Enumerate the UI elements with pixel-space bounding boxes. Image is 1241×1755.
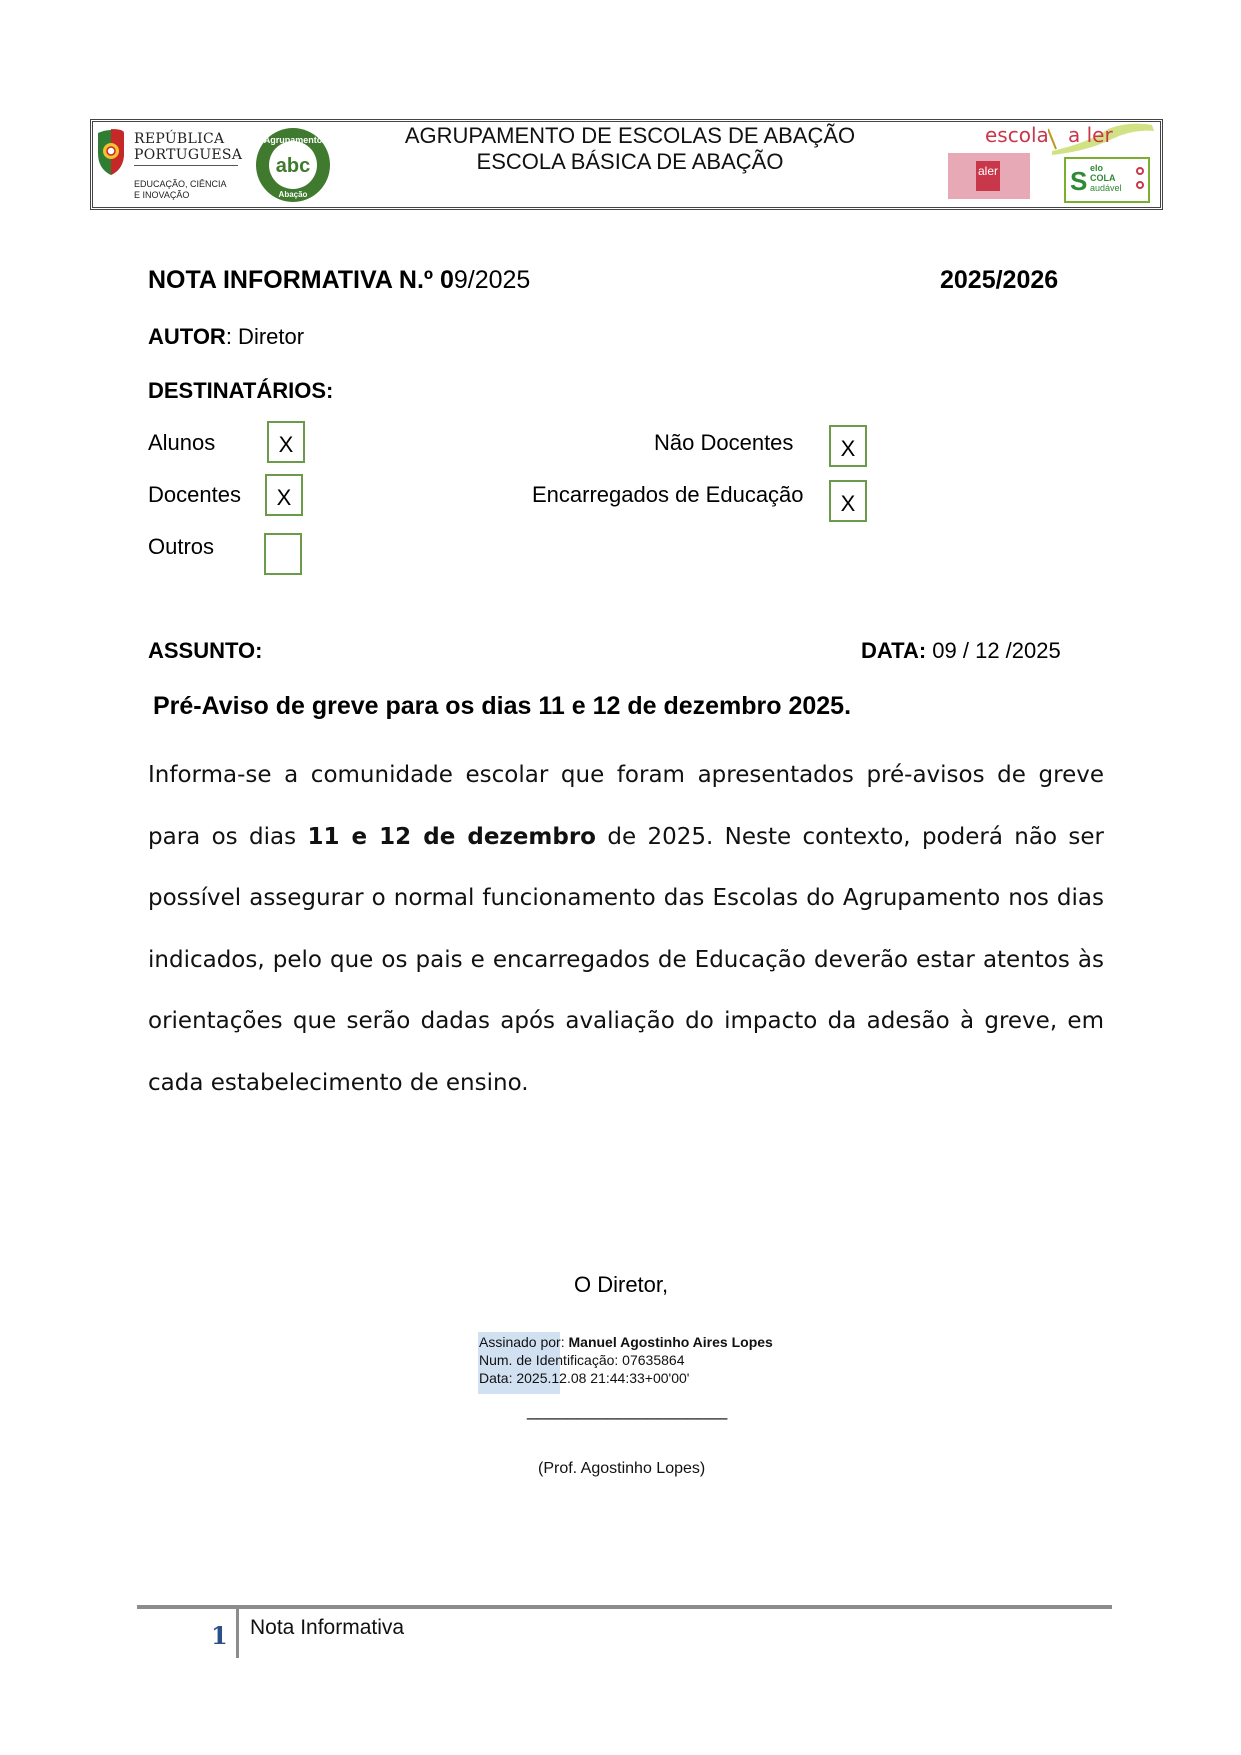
selo-s-letter: S (1070, 166, 1088, 196)
nota-title (148, 266, 530, 295)
selo-dot-icon (1136, 167, 1144, 175)
recipient-label-alunos: Alunos (148, 430, 216, 455)
director-name: (Prof. Agostinho Lopes) (538, 1460, 706, 1477)
recipient-label-outros: Outros (148, 534, 215, 559)
escola-a-ler-word2: a ler (1068, 123, 1113, 147)
assunto-label: ASSUNTO: (148, 638, 263, 663)
date-label: DATA: (861, 638, 927, 663)
body-text-part1: Informa-se a comunidade escolar que foram apresentados pré-avisos de greve para os dias (148, 762, 1104, 850)
signed-by-line (479, 1333, 773, 1351)
subject-heading: Pré-Aviso de greve para os dias 11 e 12 de dezembro 2025. (153, 692, 852, 720)
republica-line2: PORTUGUESA (134, 147, 243, 163)
recipient-label-nao-docentes: Não Docentes (654, 430, 794, 455)
agrupamento-logo-top-text: Agrupamento (263, 135, 323, 145)
escola-a-ler-word1: escola (985, 123, 1049, 147)
agrupamento-logo-center: abc (275, 155, 311, 177)
selo-line2: COLA (1090, 173, 1116, 183)
nota-title-bold: NOTA INFORMATIVA N.º 0 (148, 266, 454, 294)
footer-label: Nota Informativa (250, 1616, 405, 1639)
selo-escola-saudavel-badge (1064, 157, 1150, 203)
date-value: 09 / 12 /2025 (926, 638, 1061, 663)
signed-by-name: Manuel Agostinho Aires Lopes (568, 1334, 773, 1350)
nota-title-number: 9/2025 (453, 266, 531, 294)
school-group-title: AGRUPAMENTO DE ESCOLAS DE ABAÇÃO (404, 123, 856, 148)
signature-date: Data: 2025.12.08 21:44:33+00'00' (479, 1370, 690, 1386)
recipient-label-encarregados: Encarregados de Educação (532, 482, 804, 507)
recipient-checkbox-alunos[interactable]: X (267, 421, 305, 463)
page-number: 1 (211, 1621, 228, 1650)
body-text-part2: de 2025. Neste contexto, poderá não ser possível assegurar o normal funcionamento das Escolas do Agrupamento nos dias indicados, pelo que os pais e encarregados de Educação deverão estar atentos às orientações que serão dadas após avaliação do impacto da adesão à greve, em cada estabelecimento de ensino. (148, 823, 1104, 1096)
body-paragraph (148, 745, 1104, 1114)
autor-line (148, 324, 304, 350)
date-line (861, 638, 1061, 664)
aler-badge-text: aler (976, 161, 1000, 191)
selo-line3: audável (1090, 183, 1122, 193)
footer-rule (137, 1605, 1112, 1609)
escola-a-ler-logo (948, 121, 1158, 207)
signature-line: ____________________ (527, 1400, 728, 1420)
signature-closing: O Diretor, (574, 1272, 669, 1297)
signature-id: Num. de Identificação: 07635864 (479, 1352, 685, 1368)
agrupamento-logo-bottom-text: Abação (278, 190, 308, 199)
selo-dot-icon (1136, 181, 1144, 189)
portugal-shield-icon (96, 129, 126, 177)
recipient-checkbox-nao-docentes[interactable]: X (829, 425, 867, 467)
autor-value: : Diretor (225, 324, 305, 349)
recipient-checkbox-docentes[interactable]: X (265, 474, 303, 516)
agrupamento-abacao-logo (255, 127, 331, 203)
recipient-label-docentes: Docentes (148, 482, 241, 507)
body-text-dates: 11 e 12 de dezembro (307, 823, 596, 850)
autor-label: AUTOR (148, 324, 226, 349)
school-title: ESCOLA BÁSICA DE ABAÇÃO (476, 149, 784, 174)
recipient-checkbox-outros[interactable] (264, 533, 302, 575)
republica-divider (134, 165, 238, 166)
republica-portuguesa-logo (96, 127, 246, 205)
republica-sub1: EDUCAÇÃO, CIÊNCIA (134, 179, 227, 189)
signed-by-label: Assinado por: (479, 1334, 569, 1350)
republica-line1: REPÚBLICA (134, 131, 225, 147)
footer-divider (236, 1609, 239, 1658)
selo-line1: elo (1090, 163, 1104, 173)
republica-sub2: E INOVAÇÃO (134, 190, 190, 200)
school-year: 2025/2026 (940, 266, 1059, 294)
destinatarios-label: DESTINATÁRIOS: (148, 378, 334, 403)
recipient-checkbox-encarregados[interactable]: X (829, 480, 867, 522)
aler-badge (948, 153, 1030, 199)
